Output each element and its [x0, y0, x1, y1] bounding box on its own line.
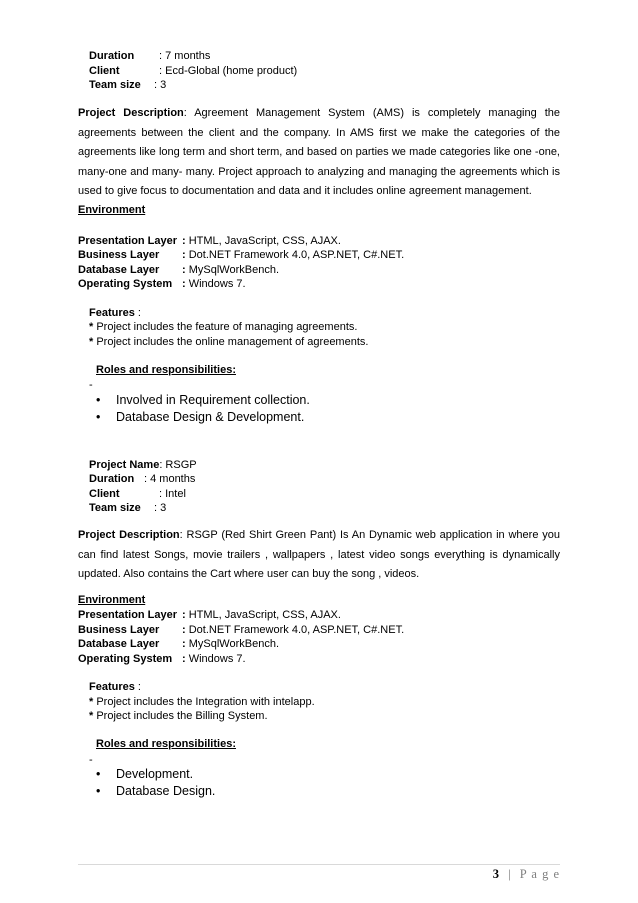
footer-separator: |	[508, 867, 511, 881]
p2-env-business-sep: :	[182, 624, 189, 636]
bullet-icon: •	[96, 767, 101, 781]
p2-description-label: Project Description	[78, 529, 180, 541]
p2-env-os-value: Windows 7.	[188, 653, 246, 665]
p1-env-presentation-label: Presentation Layer	[78, 235, 178, 247]
p2-feature-item	[89, 695, 315, 710]
p2-feature-item	[89, 709, 268, 724]
p1-env-os-sep: :	[182, 278, 189, 290]
p1-client-label: Client	[89, 65, 120, 77]
p1-teamsize-label: Team size	[89, 79, 141, 91]
p1-env-business-sep: :	[182, 249, 189, 261]
p2-features-label: Features	[89, 681, 135, 693]
p1-env-database-sep: :	[182, 264, 189, 276]
p2-name-value: : RSGP	[159, 459, 197, 471]
p1-roles-heading: Roles and responsibilities:	[96, 364, 236, 376]
list-item	[96, 392, 310, 409]
star-icon: *	[89, 321, 94, 333]
p2-env-database-sep: :	[182, 638, 189, 650]
p1-duration-label: Duration	[89, 50, 135, 62]
p2-teamsize-label: Team size	[89, 502, 141, 514]
p2-env-presentation-label: Presentation Layer	[78, 609, 178, 621]
p2-env-presentation-sep: :	[182, 609, 189, 621]
p1-env-os-value: Windows 7.	[188, 278, 246, 290]
p2-duration-value: : 4 months	[144, 473, 196, 485]
p1-feature-text: Project includes the online management of agreements.	[93, 336, 369, 348]
p1-env-presentation-sep: :	[182, 235, 189, 247]
p2-env-database-label: Database Layer	[78, 638, 160, 650]
p1-feature-text: Project includes the feature of managing agreements.	[93, 321, 358, 333]
p2-client-label: Client	[89, 488, 120, 500]
footer-divider	[78, 864, 560, 865]
p2-name-row	[89, 458, 389, 472]
p1-description-label: Project Description	[78, 107, 184, 119]
bullet-icon: •	[96, 410, 101, 424]
p2-env-business-label: Business Layer	[78, 624, 160, 636]
p1-features-colon: :	[134, 307, 141, 319]
p1-feature-item	[89, 335, 368, 350]
p1-environment-heading: Environment	[78, 204, 146, 216]
list-item	[96, 766, 215, 783]
p1-description-text: : Agreement Management System (AMS) is completely managing the agreements between the client and the company. In AMS first we make the categories of the agreements like long term and short term, and based on parties we made categories like one -one, many-one and many- many. Project approach to analyzing and managing the agreements which is used to give focus to documentation and data and it includes online agreement management.	[78, 107, 561, 197]
p2-roles-heading: Roles and responsibilities:	[96, 738, 236, 750]
p2-description	[78, 526, 560, 585]
list-item	[96, 783, 215, 800]
p1-env-database-value: MySqlWorkBench.	[188, 264, 280, 276]
p2-role-text: Development.	[116, 767, 194, 781]
bullet-icon: •	[96, 784, 101, 798]
p1-roles-list	[96, 392, 310, 426]
p2-features-heading	[89, 680, 141, 695]
bullet-icon: •	[96, 393, 101, 407]
star-icon: *	[89, 710, 94, 722]
p2-teamsize-value: : 3	[154, 502, 167, 514]
p1-env-os-label: Operating System	[78, 278, 173, 290]
p1-teamsize-value: : 3	[154, 79, 167, 91]
p2-env-presentation-value: HTML, JavaScript, CSS, AJAX.	[188, 609, 341, 621]
p1-roles-dash: -	[89, 379, 93, 391]
p1-role-text: Database Design & Development.	[116, 410, 305, 424]
p2-roles-list	[96, 766, 215, 800]
p2-env-database-value: MySqlWorkBench.	[188, 638, 280, 650]
p2-feature-text: Project includes the Billing System.	[93, 710, 268, 722]
p2-name-label: Project Name	[89, 459, 160, 471]
p2-description-text: : RSGP (Red Shirt Green Pant) Is An Dynamic web application in where you can find latest Songs, movie trailers , wallpapers , latest video songs everything is dynamically updated. Also contains the Cart where user can buy the song , videos.	[78, 529, 560, 580]
list-item	[96, 409, 310, 426]
p2-env-business-value: Dot.NET Framework 4.0, ASP.NET, C#.NET.	[188, 624, 405, 636]
p1-feature-item	[89, 320, 357, 335]
p1-env-database-label: Database Layer	[78, 264, 160, 276]
p2-roles-dash: -	[89, 754, 93, 766]
p2-env-os-sep: :	[182, 653, 189, 665]
star-icon: *	[89, 696, 94, 708]
p2-features-colon: :	[134, 681, 141, 693]
p2-environment-heading: Environment	[78, 594, 146, 606]
p1-role-text: Involved in Requirement collection.	[116, 393, 310, 407]
footer-page-label: P a g e	[519, 867, 560, 881]
p1-duration-value: : 7 months	[159, 50, 211, 62]
page-number: 3	[492, 867, 500, 881]
p2-feature-text: Project includes the Integration with intelapp.	[93, 696, 315, 708]
p1-features-heading	[89, 306, 141, 321]
p1-description	[78, 104, 560, 202]
star-icon: *	[89, 336, 94, 348]
p1-client-value: : Ecd-Global (home product)	[159, 65, 298, 77]
p2-duration-label: Duration	[89, 473, 135, 485]
p1-env-presentation-value: HTML, JavaScript, CSS, AJAX.	[188, 235, 341, 247]
p2-role-text: Database Design.	[116, 784, 216, 798]
p1-env-business-value: Dot.NET Framework 4.0, ASP.NET, C#.NET.	[188, 249, 405, 261]
p1-env-business-label: Business Layer	[78, 249, 160, 261]
p1-features-label: Features	[89, 307, 135, 319]
page-footer	[493, 867, 560, 882]
p2-client-value: : Intel	[159, 488, 186, 500]
p2-env-os-label: Operating System	[78, 653, 173, 665]
